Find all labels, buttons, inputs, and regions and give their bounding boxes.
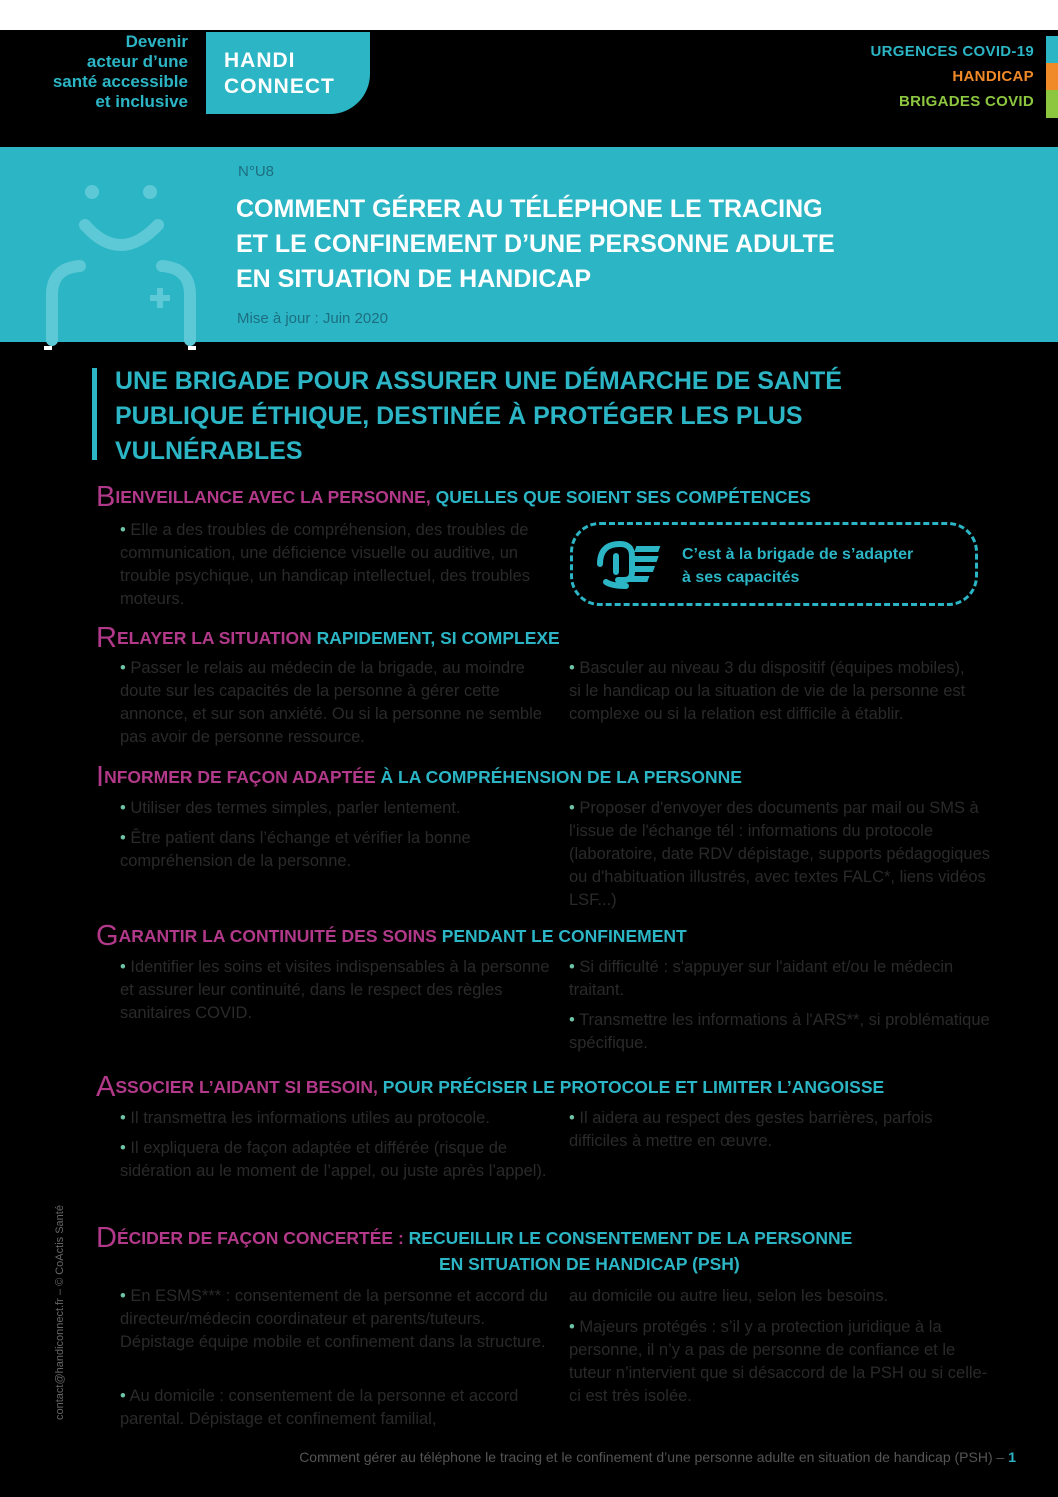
section-heading-decider-line2: EN SITUATION DE HANDICAP (PSH) — [439, 1254, 740, 1274]
page-footer: Comment gérer au téléphone le tracing et le confinement d’une personne adulte en situation de handicap (PSH) – 1 — [299, 1449, 1016, 1465]
bullet-text: • En ESMS*** : consentement de la personne et accord du directeur/médecin coordinateur et parents/tuteurs. Dépistage équipe mobile et confinement dans la structure. — [120, 1287, 548, 1351]
section-heading-associer: ASSOCIER L’AIDANT SI BESOIN, POUR PRÉCISER LE PROTOCOLE ET LIMITER L’ANGOISSE — [96, 1071, 885, 1103]
bullet-text: • Transmettre les informations à l'ARS**, si problématique spécifique. — [569, 1011, 990, 1052]
adapt-hand-icon — [592, 536, 676, 592]
category-color-bar — [1046, 63, 1058, 91]
bullet-text: • Passer le relais au médecin de la brigade, au moindre doute sur les capacités de la personne à gérer cette annonce, et sur son anxiété. Ou si la personne ne semble pas avoir de personne ressource. — [120, 659, 542, 746]
bullet-text: • Être patient dans l’échange et vérifier la bonne compréhension de la personne. — [120, 829, 471, 870]
smiling-person-icon — [40, 170, 210, 350]
category-handicap: HANDICAP — [952, 68, 1034, 85]
category-brigades: BRIGADES COVID — [898, 93, 1034, 110]
bullet-text: • Proposer d'envoyer des documents par mail ou SMS à l'issue de l'échange tél : informations du protocole (laboratoire, date RDV dépistage, supports pédagogiques ou d'habituation illustrés, avec textes FALC*, liens vidéos LSF...) — [569, 799, 991, 909]
category-color-bar — [1046, 36, 1058, 64]
contact-sidebar: contact@handiconnect.fr – © CoActis Santé — [54, 1205, 66, 1420]
section-heading-decider: DÉCIDER DE FAÇON CONCERTÉE : RECUEILLIR LE CONSENTEMENT DE LA PERSONNE — [96, 1222, 853, 1254]
bullet-text: • Si difficulté : s'appuyer sur l'aidant et/ou le médecin traitant. — [569, 958, 954, 999]
bullet-text: • Au domicile : consentement de la personne et accord parental. Dépistage et confinement familial, — [120, 1387, 519, 1428]
bullet-text: au domicile ou autre lieu, selon les besoins. — [569, 1287, 889, 1305]
intro-accent-bar — [92, 368, 97, 460]
bullet-text: • Il transmettra les informations utiles au protocole. — [120, 1109, 490, 1127]
category-urgences: URGENCES COVID-19 — [870, 43, 1034, 60]
sheet-number: N°U8 — [238, 163, 275, 180]
top-margin — [0, 0, 1058, 30]
tagline: Devenir acteur d’une santé accessible et inclusive — [52, 32, 188, 111]
bullet-text: • Majeurs protégés : s’il y a protection juridique à la personne, il n’y a pas de personne de confiance et le tuteur n’intervient que si désaccord de la PSH ou si celle-ci est très isolée. — [569, 1318, 988, 1405]
bullet-text: • Utiliser des termes simples, parler lentement. — [120, 799, 461, 817]
section-heading-bienveillance: BIENVEILLANCE AVEC LA PERSONNE, QUELLES QUE SOIENT SES COMPÉTENCES — [96, 481, 811, 513]
bullet-text: • Il expliquera de façon adaptée et différée (risque de sidération au le moment de l’appel, ou juste après l’appel). — [120, 1139, 547, 1180]
page-title: COMMENT GÉRER AU TÉLÉPHONE LE TRACING ET LE CONFINEMENT D’UNE PERSONNE ADULTE EN SITUATION DE HANDICAP — [236, 195, 835, 293]
bullet-text: • Elle a des troubles de compréhension, des troubles de communication, une déficience visuelle ou auditive, un trouble psychique, un handicap intellectuel, des troubles moteurs. — [120, 521, 531, 608]
bullet-text: • Basculer au niveau 3 du dispositif (équipes mobiles), si le handicap ou la situation de vie de la personne est complexe ou si la relation est difficile à établir. — [569, 659, 966, 723]
intro-heading: UNE BRIGADE POUR ASSURER UNE DÉMARCHE DE SANTÉ PUBLIQUE ÉTHIQUE, DESTINÉE À PROTÉGER LES PLUS VULNÉRABLES — [115, 367, 842, 465]
section-heading-relayer: RELAYER LA SITUATION RAPIDEMENT, SI COMPLEXE — [96, 622, 560, 654]
callout-text: C’est à la brigade de s’adapter à ses capacités — [682, 546, 914, 586]
bullet-text: • Identifier les soins et visites indispensables à la personne et assurer leur continuité, dans le respect des règles sanitaires COVID. — [120, 958, 550, 1022]
section-heading-garantir: GARANTIR LA CONTINUITÉ DES SOINS PENDANT LE CONFINEMENT — [96, 920, 687, 952]
category-color-bar — [1046, 90, 1058, 118]
update-date: Mise à jour : Juin 2020 — [237, 310, 388, 327]
page-number: 1 — [1008, 1449, 1016, 1465]
section-heading-informer: INFORMER DE FAÇON ADAPTÉE À LA COMPRÉHENSION DE LA PERSONNE — [96, 761, 742, 793]
handiconnect-logo: HANDI CONNECT — [206, 32, 370, 114]
bullet-text: • Il aidera au respect des gestes barrières, parfois difficiles à mettre en œuvre. — [569, 1109, 933, 1150]
